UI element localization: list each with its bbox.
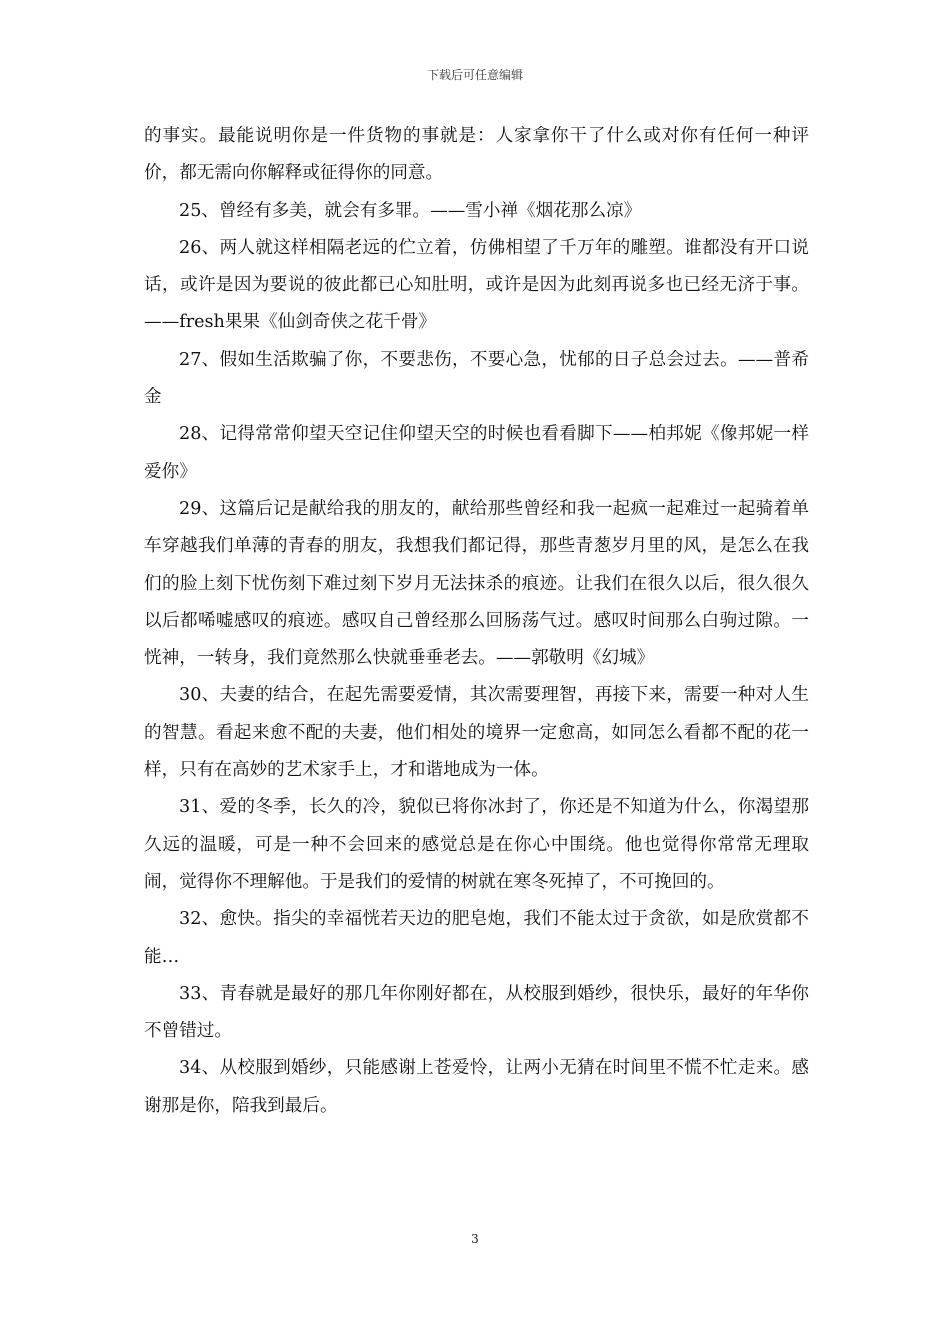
paragraph-quote-28: 28、记得常常仰望天空记住仰望天空的时候也看看脚下——柏邦妮《像邦妮一样爱你》 [144, 424, 809, 482]
document-body [144, 118, 809, 1125]
page-header: 下载后可任意编辑 [426, 68, 523, 82]
paragraph-continuation: 的事实。最能说明你是一件货物的事就是：人家拿你干了什么或对你有任何一种评价，都无需向你解释或征得你的同意。 [144, 126, 809, 184]
paragraph-quote-33: 33、青春就是最好的那几年你刚好都在，从校服到婚纱，很快乐，最好的年华你不曾错过。 [144, 983, 809, 1042]
paragraph-quote-25: 25、曾经有多美，就会有多罪。——雪小禅《烟花那么凉》 [179, 200, 642, 221]
paragraph-quote-30: 30、夫妻的结合，在起先需要爱情，其次需要理智，再接下来，需要一种对人生的智慧。看起来愈不配的夫妻，他们相处的境界一定愈高，如同怎么看都不配的花一样，只有在高妙的艺术家手上，才和谐地成为一体。 [144, 685, 809, 781]
paragraph-quote-31: 31、爱的冬季，长久的冷，貌似已将你冰封了，你还是不知道为什么，你渴望那久远的温暖，可是一种不会回来的感觉总是在你心中围绕。他也觉得你常常无理取闹，觉得你不理解他。于是我们的爱情的树就在寒冬死掉了，不可挽回的。 [144, 797, 809, 892]
paragraph-quote-32: 32、愈快。指尖的幸福恍若天边的肥皂炮，我们不能太过于贪欲，如是欣赏都不能… [144, 909, 809, 967]
paragraph-quote-29: 29、这篇后记是献给我的朋友的，献给那些曾经和我一起疯一起难过一起骑着单车穿越我们单薄的青春的朋友，我想我们都记得，那些青葱岁月里的风，是怎么在我们的脸上刻下忧伤刻下难过刻下岁月无法抹杀的痕迹。让我们在很久以后，很久很久以后都唏嘘感叹的痕迹。感叹自己曾经那么回肠荡气过。感叹时间那么白驹过隙。一恍神，一转身，我们竟然那么快就垂垂老去。——郭敬明《幻城》 [144, 498, 809, 669]
paragraph-quote-26: 26、两人就这样相隔老远的伫立着，仿佛相望了千万年的雕塑。谁都没有开口说话，或许是因为要说的彼此都已心知肚明，或许是因为此刻再说多也已经无济于事。——fresh果果《仙剑奇侠之花千骨》 [144, 237, 809, 333]
paragraph-quote-34: 34、从校服到婚纱，只能感谢上苍爱怜，让两小无猜在时间里不慌不忙走来。感谢那是你，陪我到最后。 [144, 1058, 809, 1116]
page-number: 3 [471, 1232, 479, 1246]
paragraph-quote-27: 27、假如生活欺骗了你，不要悲伤，不要心急，忧郁的日子总会过去。——普希金 [144, 349, 809, 408]
